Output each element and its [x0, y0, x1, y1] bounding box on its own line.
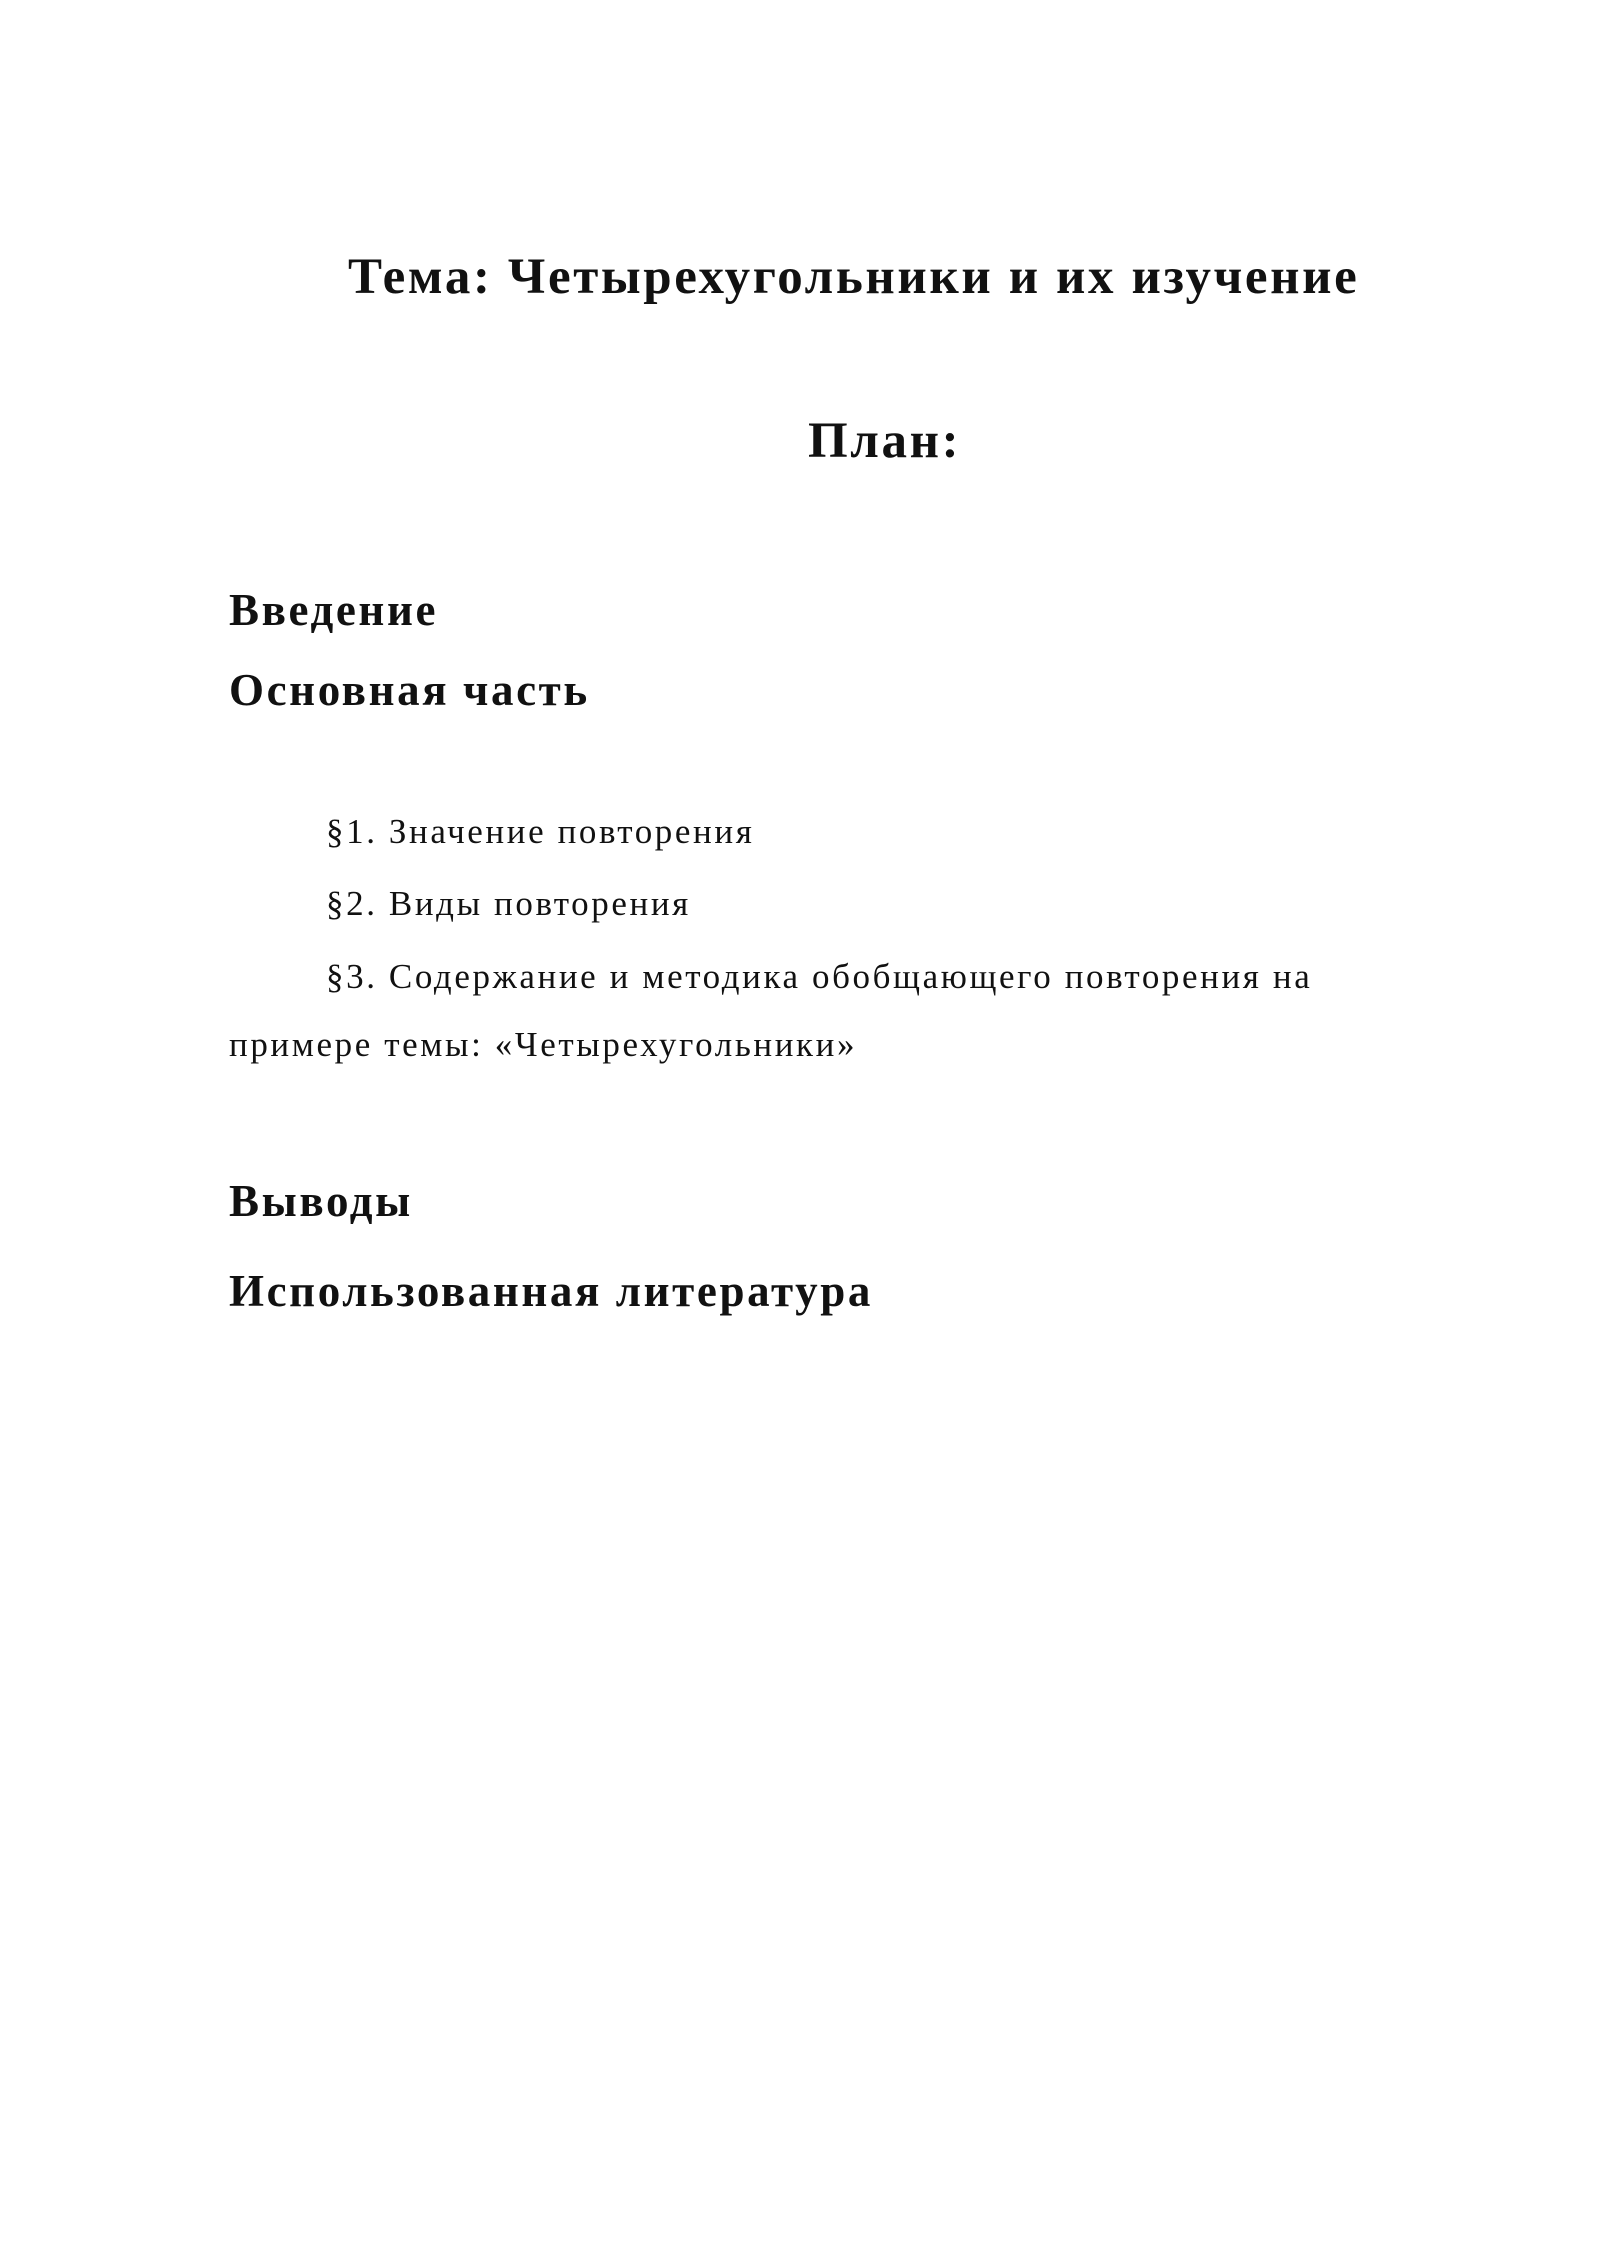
section-introduction: Введение: [229, 585, 439, 635]
document-title: Тема: Четырехугольники и их изучение: [348, 249, 1360, 305]
plan-item-2: §2. Виды повторения: [326, 884, 691, 923]
plan-item-3-continuation: примере темы: «Четырехугольники»: [229, 1025, 858, 1064]
plan-heading: План:: [808, 413, 962, 469]
section-main-part: Основная часть: [229, 665, 590, 715]
plan-item-3: §3. Содержание и методика обобщающего повторения на: [326, 957, 1313, 996]
plan-item-1: §1. Значение повторения: [326, 812, 755, 851]
section-conclusions: Выводы: [229, 1176, 413, 1226]
section-literature: Использованная литература: [229, 1266, 873, 1316]
